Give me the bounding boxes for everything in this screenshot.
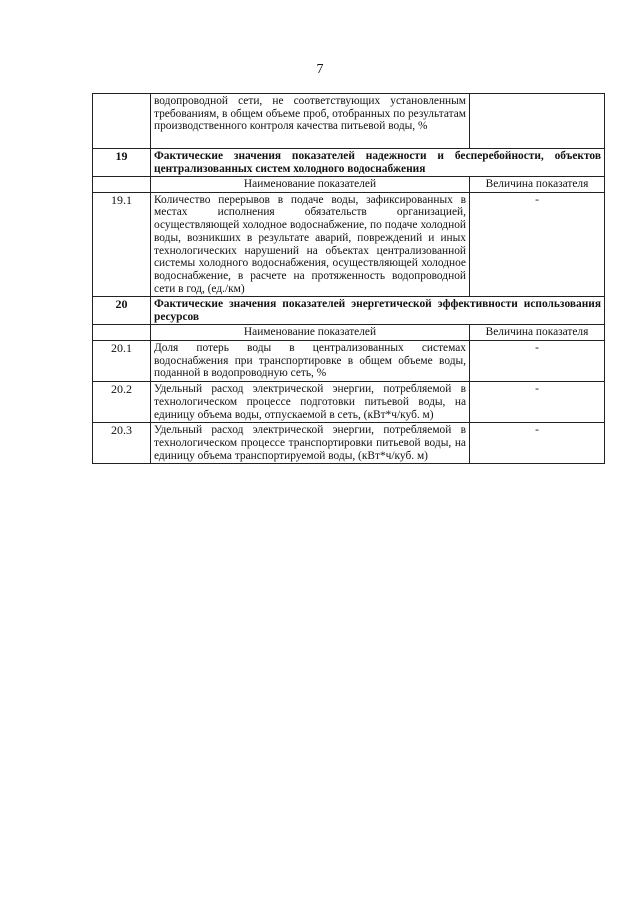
- page-number: 7: [316, 62, 324, 77]
- row-number: 20.1: [93, 341, 151, 382]
- indicators-table: [92, 93, 605, 464]
- row-text: Удельный расход электрической энергии, потребляемой в технологическом процессе транспортировки питьевой воды, на единицу объема транспортируемой воды, (кВт*ч/куб. м): [151, 423, 470, 464]
- table-row: [93, 423, 605, 464]
- section-title: Фактические значения показателей энергетической эффективности использования ресурсов: [151, 297, 605, 325]
- header-value: Величина показателя: [470, 177, 605, 193]
- row-value: -: [470, 341, 605, 382]
- header-empty-cell: [93, 177, 151, 193]
- table-row: [93, 341, 605, 382]
- section-number: 19: [93, 149, 151, 177]
- table-row: [93, 192, 605, 297]
- header-name: Наименование показателей: [151, 325, 470, 341]
- section-title: Фактические значения показателей надежности и бесперебойности, объектов централизованных систем холодного водоснабжения: [151, 149, 605, 177]
- header-name: Наименование показателей: [151, 177, 470, 193]
- header-empty-cell: [93, 325, 151, 341]
- row-number: 20.2: [93, 382, 151, 423]
- row-text: Доля потерь воды в централизованных системах водоснабжения при транспортировке в общем объеме воды, поданной в водопроводную сеть, %: [151, 341, 470, 382]
- table-row: [93, 382, 605, 423]
- section-number: 20: [93, 297, 151, 325]
- row-value: -: [470, 382, 605, 423]
- column-header-row: [93, 325, 605, 341]
- header-value: Величина показателя: [470, 325, 605, 341]
- column-header-row: [93, 177, 605, 193]
- table-row-continuation: [93, 94, 605, 149]
- row-number: 19.1: [93, 192, 151, 297]
- row-number-cell-empty: [93, 94, 151, 149]
- row-text: Количество перерывов в подаче воды, зафиксированных в местах исполнения обязательств организацией, осуществляющей холодное водоснабжение, по подаче холодной воды, возникших в результате аварий, повреждений и иных технологических нарушений на объектах централизованной системы холодного водоснабжения, осуществляющей холодное водоснабжение, в расчете на протяженность водопроводной сети в год, (ед./км): [151, 192, 470, 297]
- section-row: [93, 297, 605, 325]
- section-row: [93, 149, 605, 177]
- row-number: 20.3: [93, 423, 151, 464]
- continuation-text: водопроводной сети, не соответствующих установленным требованиям, в общем объеме проб, отобранных по результатам производственного контроля качества питьевой воды, %: [151, 94, 470, 149]
- value-cell-empty: [470, 94, 605, 149]
- row-value: -: [470, 192, 605, 297]
- row-value: -: [470, 423, 605, 464]
- row-text: Удельный расход электрической энергии, потребляемой в технологическом процессе подготовки питьевой воды, на единицу объема воды, отпускаемой в сеть, (кВт*ч/куб. м): [151, 382, 470, 423]
